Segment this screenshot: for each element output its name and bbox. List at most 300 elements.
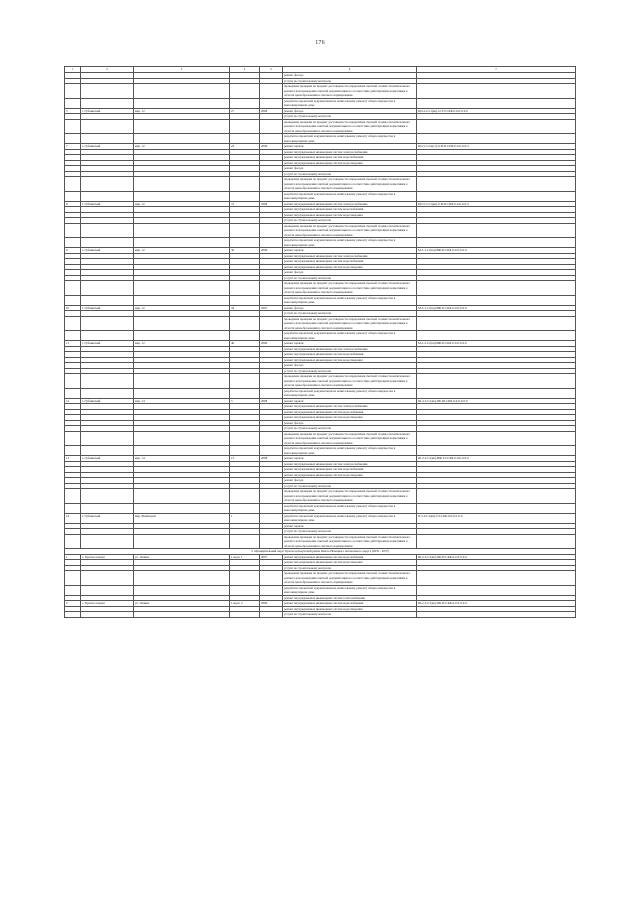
table-cell: ремонт внутридомовых инженерных систем водоснабжения [283,409,417,415]
work-row [65,119,576,134]
table-cell: проведение проверки на предмет достоверности определения сметной стоимости капитального ремонта или проведения сметной документации на соответствие действующим нормативам в области ценообразования в сметного нормирования [283,223,417,238]
table-cell [134,191,230,201]
table-cell: 2008 [260,398,283,404]
table-cell: мкр. 12 [134,201,230,207]
section-heading: 3. Муниципальный округ Красноселькупский район Ямало-Ненецкого автономного округа (2035 - 2037) [65,549,576,555]
table-cell: ремонт внутридомовых инженерных систем водоотведения [283,357,417,363]
table-cell [65,295,81,305]
table-cell [260,534,283,549]
table-cell [65,489,81,504]
table-cell: услуги по строительному контролю [283,426,417,432]
table-cell [417,489,576,504]
table-cell: ремонт кровли [283,398,417,404]
table-cell: проведение проверки на предмет достоверности определения сметной стоимости капитального ремонта или проведения сметной документации на соответствие действующим нормативам в области ценообразования в сметного нормирования [283,316,417,331]
table-cell [417,503,576,513]
table-cell [417,534,576,549]
work-row [65,316,576,331]
table-cell: услуги по строительному контролю [283,171,417,177]
table-cell: мкр. 12 [134,144,230,150]
table-cell [417,191,576,201]
table-cell: г. Губкинский [81,248,134,254]
work-row [65,388,576,398]
table-cell [65,388,81,398]
table-cell: 9 [65,248,81,254]
work-row [65,612,576,618]
table-cell [81,489,134,504]
table-cell: ремонт кровли [283,248,417,254]
table-cell: проведение проверки на предмет достоверности определения сметной стоимости капитального ремонта или проведения сметной документации на соответствие действующим нормативам в области ценообразования в сметного нормирования [283,571,417,586]
table-cell [417,431,576,446]
table-cell [134,446,230,456]
table-cell [65,98,81,108]
table-cell [65,84,81,99]
table-cell: г. Губкинский [81,201,134,207]
table-cell [417,295,576,305]
table-cell [260,281,283,296]
header-cell: 1 [65,67,81,73]
table-cell [81,119,134,134]
table-cell: ремонт внутридомовых инженерных систем водоотведения [283,560,417,566]
table-cell: 2 [65,601,81,607]
table-cell: 44 [230,305,260,311]
table-cell: ремонт внутридомовых инженерных систем водоснабжения [283,601,417,607]
table-cell [260,177,283,192]
table-cell: с. Красноселькуп [81,601,134,607]
table-cell [65,534,81,549]
table-cell [260,134,283,144]
work-row [65,281,576,296]
table-cell [65,281,81,296]
table-cell: М-3-1-Ст(кп)-ВФ-П-СКБ-0-0-0-0-0-0 [417,305,576,311]
table-cell: г. Губкинский [81,144,134,150]
work-row [65,238,576,248]
table-cell: ЦО-5-5-Сн(сг)-0-Н-П-СПБ-0-0-0-0-0-4 [417,144,576,150]
work-row [65,585,576,595]
table-cell [260,503,283,513]
header-cell: 6 [283,67,417,73]
table-cell [81,84,134,99]
table-cell: разработка проектной документации на капитальному ремонту общего имущества в многоквартирном доме [283,295,417,305]
table-cell: проведение проверки на предмет достоверности определения сметной стоимости капитального ремонта или проведения сметной документации на соответствие действующим нормативам в области ценообразования в сметного нормирования [283,431,417,446]
table-cell [65,191,81,201]
table-cell [230,446,260,456]
work-row [65,177,576,192]
table-cell: проведение проверки на предмет достоверности определения сметной стоимости капитального ремонта или проведения сметной документации на соответствие действующим нормативам в области ценообразования в сметного нормирования [283,119,417,134]
table-cell: ремонт внутридомовых инженерных систем водоснабжения [283,467,417,473]
table-cell [417,119,576,134]
work-row [65,84,576,99]
table-cell [65,331,81,341]
table-cell: услуги по строительному контролю [283,612,417,618]
table-cell [134,316,230,331]
table-cell: г. Губкинский [81,341,134,347]
table-cell: мкр. 12 [134,108,230,114]
table-cell [134,585,230,595]
table-cell: ремонт внутридомовых инженерных систем водоотведения [283,264,417,270]
table-cell [134,388,230,398]
table-cell [260,223,283,238]
table-cell: ремонт внутридомовых инженерных систем электроснабжения [283,201,417,207]
table-cell [417,331,576,341]
work-row [65,534,576,549]
table-cell: проведение проверки на предмет достоверности определения сметной стоимости капитального ремонта или проведения сметной документации на соответствие действующим нормативам в области ценообразования в сметного нормирования [283,374,417,389]
work-row [65,431,576,446]
table-cell: ремонт фасада [283,363,417,369]
table-cell: 24 [230,144,260,150]
table-cell: мкр. 12 [134,248,230,254]
table-cell: мкр. Вышкарей [134,513,230,523]
table-cell [65,238,81,248]
table-cell: 2007 [260,554,283,560]
table-cell: ремонт внутридомовых инженерных систем водоснабжения [283,207,417,213]
table-cell: ЦО-2-2-Ст(кп)-О-ТЭ-СКБ-0-0-0-0-0-0 [417,108,576,114]
table-cell [230,503,260,513]
table-cell: проведение проверки на предмет достоверности определения сметной стоимости капитального ремонта или проведения сметной документации на соответствие действующим нормативам в области ценообразования в сметного нормирования [283,489,417,504]
table-cell [81,295,134,305]
table-cell: г. Губкинский [81,305,134,311]
table-cell [230,223,260,238]
table-cell: услуги по строительному контролю [283,78,417,84]
table-cell: ремонт внутридомовых инженерных систем электроснабжения [283,253,417,259]
table-cell [134,98,230,108]
table-cell: 7 [65,144,81,150]
table-cell: ремонт внутридомовых инженерных систем водоснабжения [283,554,417,560]
table-cell: 1 [65,554,81,560]
table-cell: ремонт фасада [283,108,417,114]
table-cell [260,316,283,331]
header-cell: 7 [417,67,576,73]
table-cell [230,431,260,446]
work-row [65,374,576,389]
table-cell [134,84,230,99]
table-cell: проведение проверки на предмет достоверности определения сметной стоимости капитального ремонта или проведения сметной документации на соответствие действующим нормативам в области ценообразования в сметного нормирования [283,177,417,192]
register-table [64,66,576,618]
table-cell [260,331,283,341]
table-cell: 2006 [260,341,283,347]
table-cell: услуги по строительному контролю [283,565,417,571]
table-cell [260,388,283,398]
table-cell [230,489,260,504]
table-cell [81,281,134,296]
table-cell: разработка проектной документации на капитальному ремонту общего имущества в многоквартирном доме [283,238,417,248]
table-cell: ремонт внутридомовых инженерных систем водоснабжения [283,352,417,358]
header-cell: 2 [81,67,134,73]
table-cell [417,388,576,398]
table-cell: проведение проверки на предмет достоверности определения сметной стоимости капитального ремонта или проведения сметной документации на соответствие действующим нормативам в области ценообразования в сметного нормирования [283,84,417,99]
table-cell [230,388,260,398]
table-cell: ул. Ленина [134,601,230,607]
table-cell: проведение проверки на предмет достоверности определения сметной стоимости капитального ремонта или проведения сметной документации на соответствие действующим нормативам в области ценообразования в сметного нормирования [283,534,417,549]
table-cell: разработка проектной документации на капитальному ремонту общего имущества в многоквартирном доме [283,331,417,341]
table-cell [81,571,134,586]
table-cell [260,191,283,201]
table-cell: 27 [230,108,260,114]
table-cell: М-2-2-Ст(кп)-ВФ-П-СКБ-0-0-0-0-0-0 [417,341,576,347]
table-cell [134,612,230,618]
table-cell: г. Губкинский [81,108,134,114]
table-cell [417,134,576,144]
table-cell: разработка проектной документации на капитальному ремонту общего имущества в многоквартирном доме [283,503,417,513]
table-cell [65,374,81,389]
table-cell [81,503,134,513]
table-cell: услуги по строительному контролю [283,275,417,281]
table-cell: услуги по строительному контролю [283,311,417,317]
table-cell [417,281,576,296]
table-cell: 10 [65,305,81,311]
table-cell [417,98,576,108]
table-cell [230,585,260,595]
table-cell: 1 корп. 1 [230,554,260,560]
table-cell [260,489,283,504]
table-cell [134,223,230,238]
table-cell: ремонт фасада [283,478,417,484]
table-cell [417,238,576,248]
table-cell [230,119,260,134]
table-cell [230,374,260,389]
table-cell: 5 [65,108,81,114]
table-cell [417,177,576,192]
table-cell [81,534,134,549]
table-cell: ремонт внутридомовых инженерных систем водоотведения [283,415,417,421]
table-cell [81,98,134,108]
table-cell [65,571,81,586]
table-cell: разработка проектной документации на капитальному ремонту общего имущества в многоквартирном доме [283,134,417,144]
table-cell [230,534,260,549]
table-cell [134,119,230,134]
table-cell [230,84,260,99]
table-cell: услуги по строительному контролю [283,529,417,535]
table-cell [134,238,230,248]
table-cell: разработка проектной документации на капитальному ремонту общего имущества в многоквартирном доме [283,585,417,595]
table-cell [81,177,134,192]
table-cell [134,295,230,305]
table-cell: 11 [65,341,81,347]
table-cell [134,503,230,513]
table-cell [81,374,134,389]
work-row [65,223,576,238]
table-cell [230,191,260,201]
table-cell [65,503,81,513]
table-cell [134,534,230,549]
table-cell: разработка проектной документации на капитальному ремонту общего имущества в многоквартирном доме [283,446,417,456]
work-row [65,571,576,586]
table-cell [260,295,283,305]
table-cell [260,446,283,456]
table-cell: разработка проектной документации на капитальному ремонту общего имущества в многоквартирном доме [283,388,417,398]
table-cell: 2006 [260,144,283,150]
work-row [65,191,576,201]
table-cell: услуги по строительному контролю [283,483,417,489]
table-cell: 46 [230,341,260,347]
table-cell: ремонт кровли [283,523,417,529]
table-cell: ремонт кровли [283,341,417,347]
table-cell [417,374,576,389]
table-cell: 13 [65,456,81,462]
table-cell: мкр. 12 [134,341,230,347]
table-cell: ремонт внутридомовых инженерных систем водоотведения [283,212,417,218]
building-row [65,513,576,523]
table-cell [230,238,260,248]
table-cell: мкр. 12 [134,305,230,311]
table-cell: мкр. 14 [134,456,230,462]
table-cell: ремонт кровли [283,456,417,462]
table-cell: ремонт фасада [283,305,417,311]
table-cell: услуги по строительному контролю [283,218,417,224]
header-cell: 4 [230,67,260,73]
table-cell: 8 [65,201,81,207]
table-cell: проведение проверки на предмет достоверности определения сметной стоимости капитального ремонта или проведения сметной документации на соответствие действующим нормативам в области ценообразования в сметного нормирования [283,281,417,296]
table-cell [65,316,81,331]
table-cell [230,331,260,341]
table-cell [134,134,230,144]
table-cell: ремонт фасада [283,166,417,172]
work-row [65,489,576,504]
table-cell [134,177,230,192]
table-cell: Ш-4-3-Ст(кп)-ПЕ-Ш-СКБ-0-0-0-0-0-0 [417,398,576,404]
table-cell [230,177,260,192]
table-cell [260,431,283,446]
table-cell: ремонт фасада [283,73,417,79]
table-cell: ремонт внутридомовых инженерных систем водоотведения [283,606,417,612]
table-cell [260,98,283,108]
table-cell [417,446,576,456]
table-cell [65,119,81,134]
table-cell [81,134,134,144]
table-cell: 5 [230,398,260,404]
table-cell [260,513,283,523]
table-cell [81,191,134,201]
table-cell: разработка проектной документации на капитальному ремонту общего имущества в многоквартирном доме [283,513,417,523]
table-cell [65,446,81,456]
table-cell [260,84,283,99]
table-cell [81,612,134,618]
table-cell [417,223,576,238]
table-cell [81,431,134,446]
table-cell: М-5-1-Ст(кп)-ВФ-П-СКБ-0-0-0-0-0-0 [417,248,576,254]
table-cell: 2008 [260,201,283,207]
work-row [65,503,576,513]
header-cell: 5 [260,67,283,73]
table-cell: ремонт внутридомовых инженерных систем электроснабжения [283,404,417,410]
work-row [65,446,576,456]
table-cell [65,431,81,446]
table-cell [230,295,260,305]
table-cell [260,238,283,248]
table-cell: 2007 [260,305,283,311]
table-cell [417,316,576,331]
table-cell: ремонт внутридомовых инженерных систем электроснабжения [283,149,417,155]
table-cell: П-5-0-Ст(кп)-ТЭ-СКБ-0-0-0-0-0-0 [417,513,576,523]
table-cell: ул. Ленина [134,554,230,560]
table-cell: ремонт внутридомовых инженерных систем электроснабжения [283,346,417,352]
table-cell [230,98,260,108]
header-cell: 3 [134,67,230,73]
table-cell: 36 [230,248,260,254]
table-cell [260,374,283,389]
table-cell [134,489,230,504]
table-cell: услуги по строительному контролю [283,114,417,120]
table-cell: с. Красноселькуп [81,554,134,560]
table-cell: ЦО-5-5-Ст(кп)-0-Н-П-СКБ-0-0-0-0-0-4 [417,201,576,207]
table-cell: 31 [230,201,260,207]
table-cell [260,571,283,586]
table-cell: 2006 [260,601,283,607]
table-cell [81,446,134,456]
table-cell [134,571,230,586]
table-cell: 14 [65,513,81,523]
table-cell: ремонт внутридомовых инженерных систем электроснабжения [283,461,417,467]
work-row [65,98,576,108]
table-cell [260,585,283,595]
table-cell: ремонт внутридомовых инженерных систем водоотведения [283,472,417,478]
table-cell: ремонт внутридомовых инженерных систем теплоснабжения [283,595,417,601]
table-cell: г. Губкинский [81,456,134,462]
table-cell: мкр. 14 [134,398,230,404]
table-cell [81,585,134,595]
table-cell: 12 [65,398,81,404]
table-cell [134,374,230,389]
table-cell: ремонт кровли [283,144,417,150]
table-cell: 13 [230,456,260,462]
table-cell [230,571,260,586]
table-cell: 2008 [260,456,283,462]
page-number: 176 [315,40,325,46]
work-row [65,295,576,305]
table-cell [230,281,260,296]
table-cell [417,612,576,618]
table-cell [81,316,134,331]
table-cell: разработка проектной документации на капитальному ремонту общего имущества в многоквартирном доме [283,98,417,108]
table-cell: разработка проектной документации на капитальному ремонту общего имущества в многоквартирном доме [283,191,417,201]
work-row [65,134,576,144]
table-cell: г. Губкинский [81,398,134,404]
table-cell: ремонт внутридомовых инженерных систем водоотведения [283,160,417,166]
table-body [65,73,576,618]
table-cell: ремонт внутридомовых инженерных систем водоснабжения [283,259,417,265]
table-cell [134,431,230,446]
table-cell: ремонт фасада [283,270,417,276]
table-cell [65,177,81,192]
table-cell [81,223,134,238]
table-cell [417,84,576,99]
table-cell [417,585,576,595]
table-cell [65,134,81,144]
table-cell: ремонт внутридомовых инженерных систем водоснабжения [283,155,417,161]
table-cell: 1 корп. 2 [230,601,260,607]
table-cell [260,119,283,134]
table-cell [230,612,260,618]
table-cell [65,612,81,618]
table-cell [134,331,230,341]
table-cell [81,388,134,398]
work-row [65,331,576,341]
table-cell: 2008 [260,108,283,114]
table-cell [260,612,283,618]
table-cell [81,238,134,248]
table-cell [230,316,260,331]
table-cell: 1 [230,513,260,523]
table-cell: Ш-3-2-Ст(кп)-ВФ-ТЭ-СКБ-0-0-0-0-0-0 [417,456,576,462]
table-cell [81,331,134,341]
table-cell [65,223,81,238]
table-cell [65,585,81,595]
table-cell: услуги по строительному контролю [283,368,417,374]
table-cell [134,281,230,296]
table-cell: г. Губкинский [81,513,134,523]
table-cell: Ш-2-3-Ст(кп)-ПК-Н-СКБ-0-0-0-0-0-0 [417,601,576,607]
table-cell: 2006 [260,248,283,254]
table-cell [230,134,260,144]
